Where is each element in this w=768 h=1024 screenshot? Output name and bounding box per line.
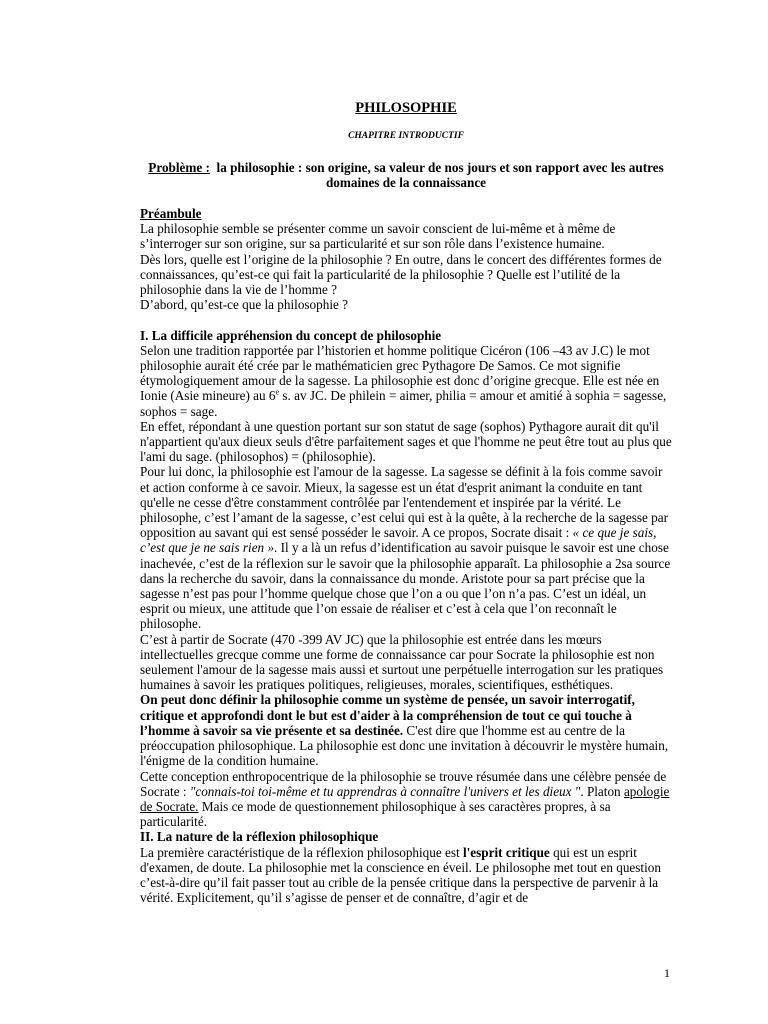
section-1-paragraph-5: On peut donc définir la philosophie comme un système de pensée, un savoir interrogatif, critique et approfondi dont le but est d'aider à la compréhension de tout ce qui touche à l’homme à savoir sa vie présente et sa destinée. C'est dire que l'homme est au centre de la préoccupation philosophique. La philosophie est donc une invitation à découvrir le mystère humain, l'énigme de la condition humaine. [140, 692, 669, 769]
critical-spirit: l'esprit critique [462, 844, 550, 860]
document-title: PHILOSOPHIE [355, 100, 457, 116]
page-number: 1 [664, 966, 670, 980]
preamble-paragraph-3: D’abord, qu’est-ce que la philosophie ? [140, 297, 348, 313]
section-2-heading: II. La nature de la réflexion philosophique [140, 829, 379, 845]
socrates-maxim: "connais-toi toi-même et tu apprendras à connaître l'univers et les dieux " [189, 783, 581, 799]
preamble-paragraph-2: Dès lors, quelle est l’origine de la philosophie ? En outre, dans le concert des différentes formes de connaissances, qu’est-ce qui fait la particularité de la philosophie ? Quelle est l’utilité de la philosophie dans la vie de l’homme ? [140, 251, 662, 298]
document-body [140, 206, 672, 905]
problem-statement [140, 160, 672, 190]
plato-reference: apologie de Socrate. [140, 783, 670, 814]
section-1-heading: I. La difficile appréhension du concept de philosophie [140, 327, 442, 343]
preamble-paragraph-1: La philosophie semble se présenter comme un savoir conscient de lui-même et à même de s’interroger sur son origine, sur sa particularité et sur son rôle dans l’existence humaine. [140, 221, 616, 252]
socrates-quote: « ce que je sais, c’est que je ne sais rien » [140, 525, 657, 556]
section-1-paragraph-6: Cette conception enthropocentrique de la philosophie se trouve résumée dans une célèbre pensée de Socrate : "connais-toi toi-même et tu apprendras à connaître l'univers et les dieux ". Platon apologie de Socrate. Mais ce mode de questionnement philosophique à ses caractères propres, à sa particularité. [140, 768, 670, 830]
problem-label: Problème : [148, 160, 210, 175]
section-1-paragraph-1: Selon une tradition rapportée par l’historien et homme politique Cicéron (106 –43 av J.C) le mot philosophie aurait été crée par le mathématicien grec Pythagore De Samos. Ce mot signifie étymologiquement amour de la sagesse. La philosophie est donc d’origine grecque. Elle est née en Ionie (Asie mineure) au 6e s. av JC. De philein = aimer, philia = amour et amitié à sophia = sagesse, sophos = sage. [140, 342, 667, 419]
section-2-paragraph-1: La première caractéristique de la réflexion philosophique est l'esprit critique qui est un esprit d'examen, de doute. La philosophie met la conscience en éveil. Le philosophe met tout en question c’est-à-dire qu’il fait passer tout au crible de la pensée critique dans la perspective de parvenir à la vérité. Explicitement, qu’il s’agisse de penser et de connaître, d’agir et de [140, 844, 661, 906]
section-1-paragraph-4: C’est à partir de Socrate (470 -399 AV JC) que la philosophie est entrée dans les mœurs intellectuelles grecque comme une forme de connaissance car pour Socrate la philosophie est non seulement l'amour de la sagesse mais aussi et surtout une perpétuelle interrogation sur les pratiques humaines à savoir les pratiques politiques, religieuses, morales, scientifiques, esthétiques. [140, 631, 664, 693]
blank-line [140, 312, 672, 327]
problem-text: la philosophie : son origine, sa valeur de nos jours et son rapport avec les autres domaines de la connaissance [216, 160, 664, 190]
preamble-heading: Préambule [140, 206, 202, 221]
section-1-paragraph-3: Pour lui donc, la philosophie est l'amour de la sagesse. La sagesse se définit à la fois comme savoir et action conforme à ce savoir. Mieux, la sagesse est un état d'esprit animant la conduite en tant qu'elle ne cesse d'être constamment contrôlée par l'entendement et inspirée par la vérité. Le philosophe, c’est l’amant de la sagesse, c’est celui qui est à la quête, à la recherche de la sagesse par opposition au savant qui est sensé posséder le savoir. A ce propos, Socrate disait : « ce que je sais, c’est que je ne sais rien ». Il y a là un refus d’identification au savoir puisque le savoir est une chose inachevée, c’est de la réflexion sur le savoir que la philosophie apparaît. La philosophie a 2sa source dans la recherche du savoir, dans la connaissance du monde. Aristote pour sa part précise que la sagesse n’est pas pour l’homme quelque chose que l’on a ou que l’on n’a pas. C’est un idéal, un esprit ou mieux, une attitude que l’on essaie de réaliser et c’est à cela que l’on reconnaît le philosophe. [140, 464, 671, 632]
chapter-subtitle: CHAPITRE INTRODUCTIF [348, 131, 464, 141]
philosophy-definition: On peut donc définir la philosophie comme un système de pensée, un savoir interrogatif, critique et approfondi dont le but est d'aider à la compréhension de tout ce qui touche à l’homme à savoir sa vie présente et sa destinée. [140, 692, 635, 738]
section-1-paragraph-2: En effet, répondant à une question portant sur son statut de sage (sophos) Pythagore aurait dit qu'il n'appartient qu'aux dieux seuls d'être parfaitement sages et que l'homme ne peut être tout au plus que l'ami du sage. (philosophos) = (philosophie). [140, 418, 672, 465]
